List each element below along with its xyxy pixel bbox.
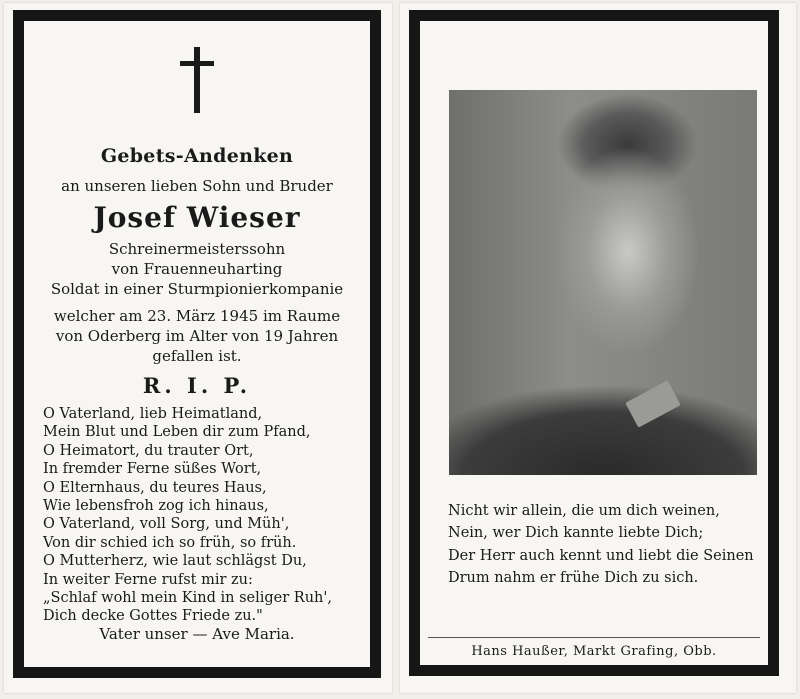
- poem-line: O Elternhaus, du teures Haus,: [43, 479, 267, 496]
- rip-heading: R. I. P.: [142, 373, 252, 398]
- memorial-card-left: [4, 3, 392, 693]
- black-border-frame: [409, 10, 779, 676]
- cross-icon: [180, 47, 214, 113]
- portrait-photo: [449, 90, 757, 475]
- poem-line: Von dir schied ich so früh, so früh.: [43, 534, 297, 551]
- poem-line: Wie lebensfroh zog ich hinaus,: [43, 498, 269, 515]
- poem-line: Dich decke Gottes Friede zu.": [43, 608, 263, 625]
- verse-line: Der Herr auch kennt und liebt die Seinen: [448, 547, 754, 564]
- poem-line: „Schlaf wohl mein Kind in seliger Ruh',: [43, 590, 332, 607]
- black-border-frame: [13, 10, 381, 678]
- poem-line: O Heimatort, du trauter Ort,: [43, 442, 254, 459]
- intro-line: an unseren lieben Sohn und Bruder: [61, 177, 333, 195]
- sub-line: Soldat in einer Sturmpionierkompanie: [50, 280, 344, 298]
- verse: [448, 500, 756, 589]
- divider-line: [428, 637, 760, 638]
- death-line: welcher am 23. März 1945 im Raume: [53, 307, 341, 325]
- printer-imprint: Hans Haußer, Markt Grafing, Obb.: [471, 644, 717, 659]
- verse-line: Drum nahm er frühe Dich zu sich.: [448, 569, 699, 586]
- poem-line: O Vaterland, lieb Heimatland,: [43, 406, 263, 422]
- poem-line: Mein Blut und Leben dir zum Pfand,: [43, 424, 311, 441]
- verse-line: Nein, wer Dich kannte liebte Dich;: [448, 525, 704, 542]
- verse-line: Nicht wir allein, die um dich weinen,: [448, 503, 720, 519]
- sub-line: Schreinermeisterssohn: [108, 240, 286, 258]
- poem-line: O Mutterherz, wie laut schlägst Du,: [43, 553, 307, 570]
- sub-line: von Frauenneuharting: [111, 260, 283, 278]
- poem: [43, 405, 362, 626]
- memorial-card-right: [400, 3, 796, 693]
- death-line: gefallen ist.: [152, 347, 242, 365]
- poem-line: In weiter Ferne rufst mir zu:: [43, 571, 253, 588]
- death-notice: [30, 306, 364, 366]
- poem-line: O Vaterland, voll Sorg, und Müh',: [43, 516, 290, 533]
- collar-tab: [625, 380, 681, 427]
- poem-line: In fremder Ferne süßes Wort,: [43, 461, 262, 478]
- card-title: Gebets-Andenken: [100, 145, 294, 167]
- closing-prayer: Vater unser — Ave Maria.: [99, 625, 295, 643]
- death-line: von Oderberg im Alter von 19 Jahren: [55, 327, 339, 345]
- deceased-name: Josef Wieser: [93, 201, 301, 234]
